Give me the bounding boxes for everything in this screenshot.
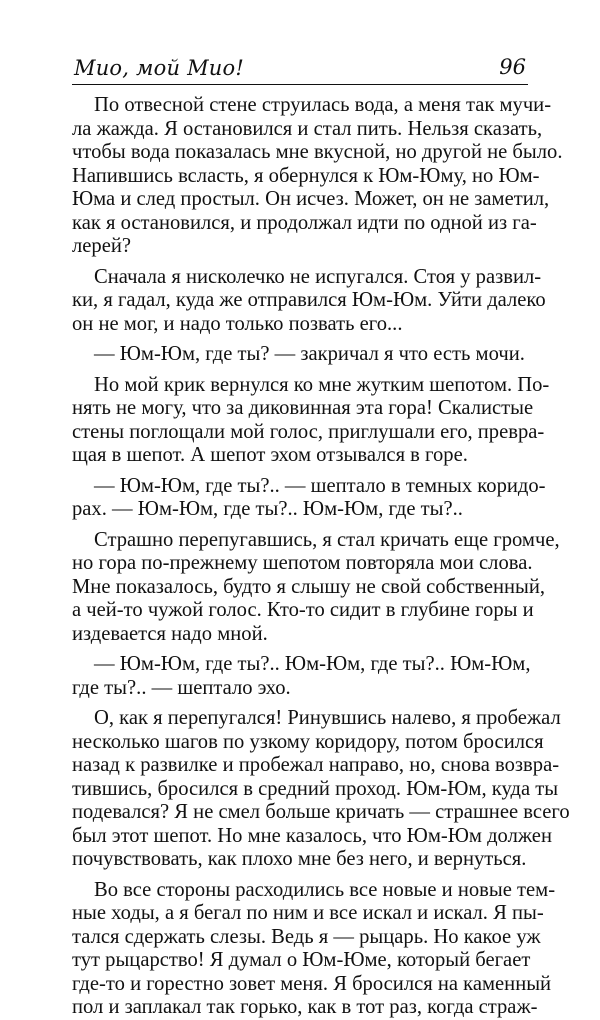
text-line: По отвесной стене струилась вода, а меня так мучи- bbox=[94, 94, 552, 116]
text-line: — Юм-Юм, где ты? — закричал я что есть мочи. bbox=[94, 343, 525, 365]
text-line: был этот шепот. Но мне казалось, что Юм-Юм должен bbox=[72, 824, 552, 847]
text-line: назад к развилке и пробежал направо, но, снова возвра- bbox=[72, 754, 560, 776]
paragraph bbox=[72, 94, 563, 259]
paragraph bbox=[72, 373, 550, 468]
text-line: О, как я перепугался! Ринувшись налево, я пробежал bbox=[94, 707, 561, 729]
text-body bbox=[72, 94, 570, 1018]
paragraph bbox=[72, 474, 546, 522]
text-line: издевается надо мной. bbox=[72, 622, 268, 645]
paragraph bbox=[72, 265, 546, 337]
text-line: несколько шагов по узкому коридору, потом бросился bbox=[72, 730, 544, 753]
text-line: пол и заплакал так горько, как в тот раз, когда страж- bbox=[72, 996, 538, 1018]
text-line: подевался? Я не смел больше кричать — страшнее всего bbox=[72, 801, 570, 823]
paragraph bbox=[72, 653, 531, 700]
paragraph bbox=[72, 878, 556, 1020]
header-rule bbox=[72, 84, 528, 85]
text-line: тившись, бросился в средний проход. Юм-Юм, куда ты bbox=[72, 777, 559, 800]
text-line: Напившись всласть, я обернулся к Юм-Юму, но Юм- bbox=[72, 164, 540, 187]
text-line: щая в шепот. А шепот эхом отзывался в горе. bbox=[72, 444, 468, 466]
text-line: а чей-то чужой голос. Кто-то сидит в глубине горы и bbox=[72, 599, 534, 621]
text-line: Мне показалось, будто я слышу не свой собственный, bbox=[72, 575, 546, 598]
text-line: лерей? bbox=[72, 235, 132, 257]
text-line: ки, я гадал, куда же отправился Юм-Юм. Уйти далеко bbox=[72, 289, 546, 311]
text-line: Страшно перепугавшись, я стал кричать еще громче, bbox=[94, 528, 560, 551]
text-line: — Юм-Юм, где ты?.. — шептало в темных коридо- bbox=[94, 474, 546, 497]
text-line: нять не могу, что за диковинная эта гора! Скалистые bbox=[72, 397, 534, 419]
book-title: Мио, мой Мио! bbox=[74, 56, 244, 80]
text-line: рах. — Юм-Юм, где ты?.. Юм-Юм, где ты?.. bbox=[72, 498, 463, 520]
text-line: но гора по-прежнему шепотом повторяла мои слова. bbox=[72, 552, 533, 574]
text-line: он не мог, и надо только позвать его... bbox=[72, 312, 403, 335]
text-line: как я остановился, и продолжал идти по одной из га- bbox=[72, 211, 537, 234]
text-line: — Юм-Юм, где ты?.. Юм-Юм, где ты?.. Юм-Юм, bbox=[94, 653, 531, 675]
paragraph bbox=[72, 528, 560, 647]
text-line: тался сдержать слезы. Ведь я — рыцарь. Но какое уж bbox=[72, 925, 541, 948]
text-line: Юма и след простыл. Он исчез. Может, он не заметил, bbox=[72, 188, 550, 210]
running-header bbox=[72, 52, 528, 84]
paragraph bbox=[72, 707, 570, 872]
text-line: Сначала я нисколечко не испугался. Стоя у развил- bbox=[94, 265, 542, 288]
text-line: почувствовать, как плохо мне без него, и вернуться. bbox=[72, 848, 527, 870]
text-line: где ты?.. — шептало эхо. bbox=[72, 676, 291, 699]
text-line: тут рыцарство! Я думал о Юм-Юме, который бегает bbox=[72, 949, 531, 971]
text-line: ные ходы, а я бегал по ним и все искал и искал. Я пы- bbox=[72, 902, 544, 924]
text-line: ла жажда. Я остановился и стал пить. Нельзя сказать, bbox=[72, 117, 543, 140]
text-line: Во все стороны расходились все новые и новые тем- bbox=[94, 878, 556, 901]
page-number: 96 bbox=[499, 55, 526, 79]
paragraph bbox=[72, 343, 528, 367]
text-line: Но мой крик вернулся ко мне жутким шепотом. По- bbox=[94, 373, 550, 396]
text-line: стены поглощали мой голос, приглушали его, превра- bbox=[72, 420, 545, 443]
text-line: где-то и горестно зовет меня. Я бросился на каменный bbox=[72, 972, 552, 995]
text-line: чтобы вода показалась мне вкусной, но другой не было. bbox=[72, 141, 563, 163]
